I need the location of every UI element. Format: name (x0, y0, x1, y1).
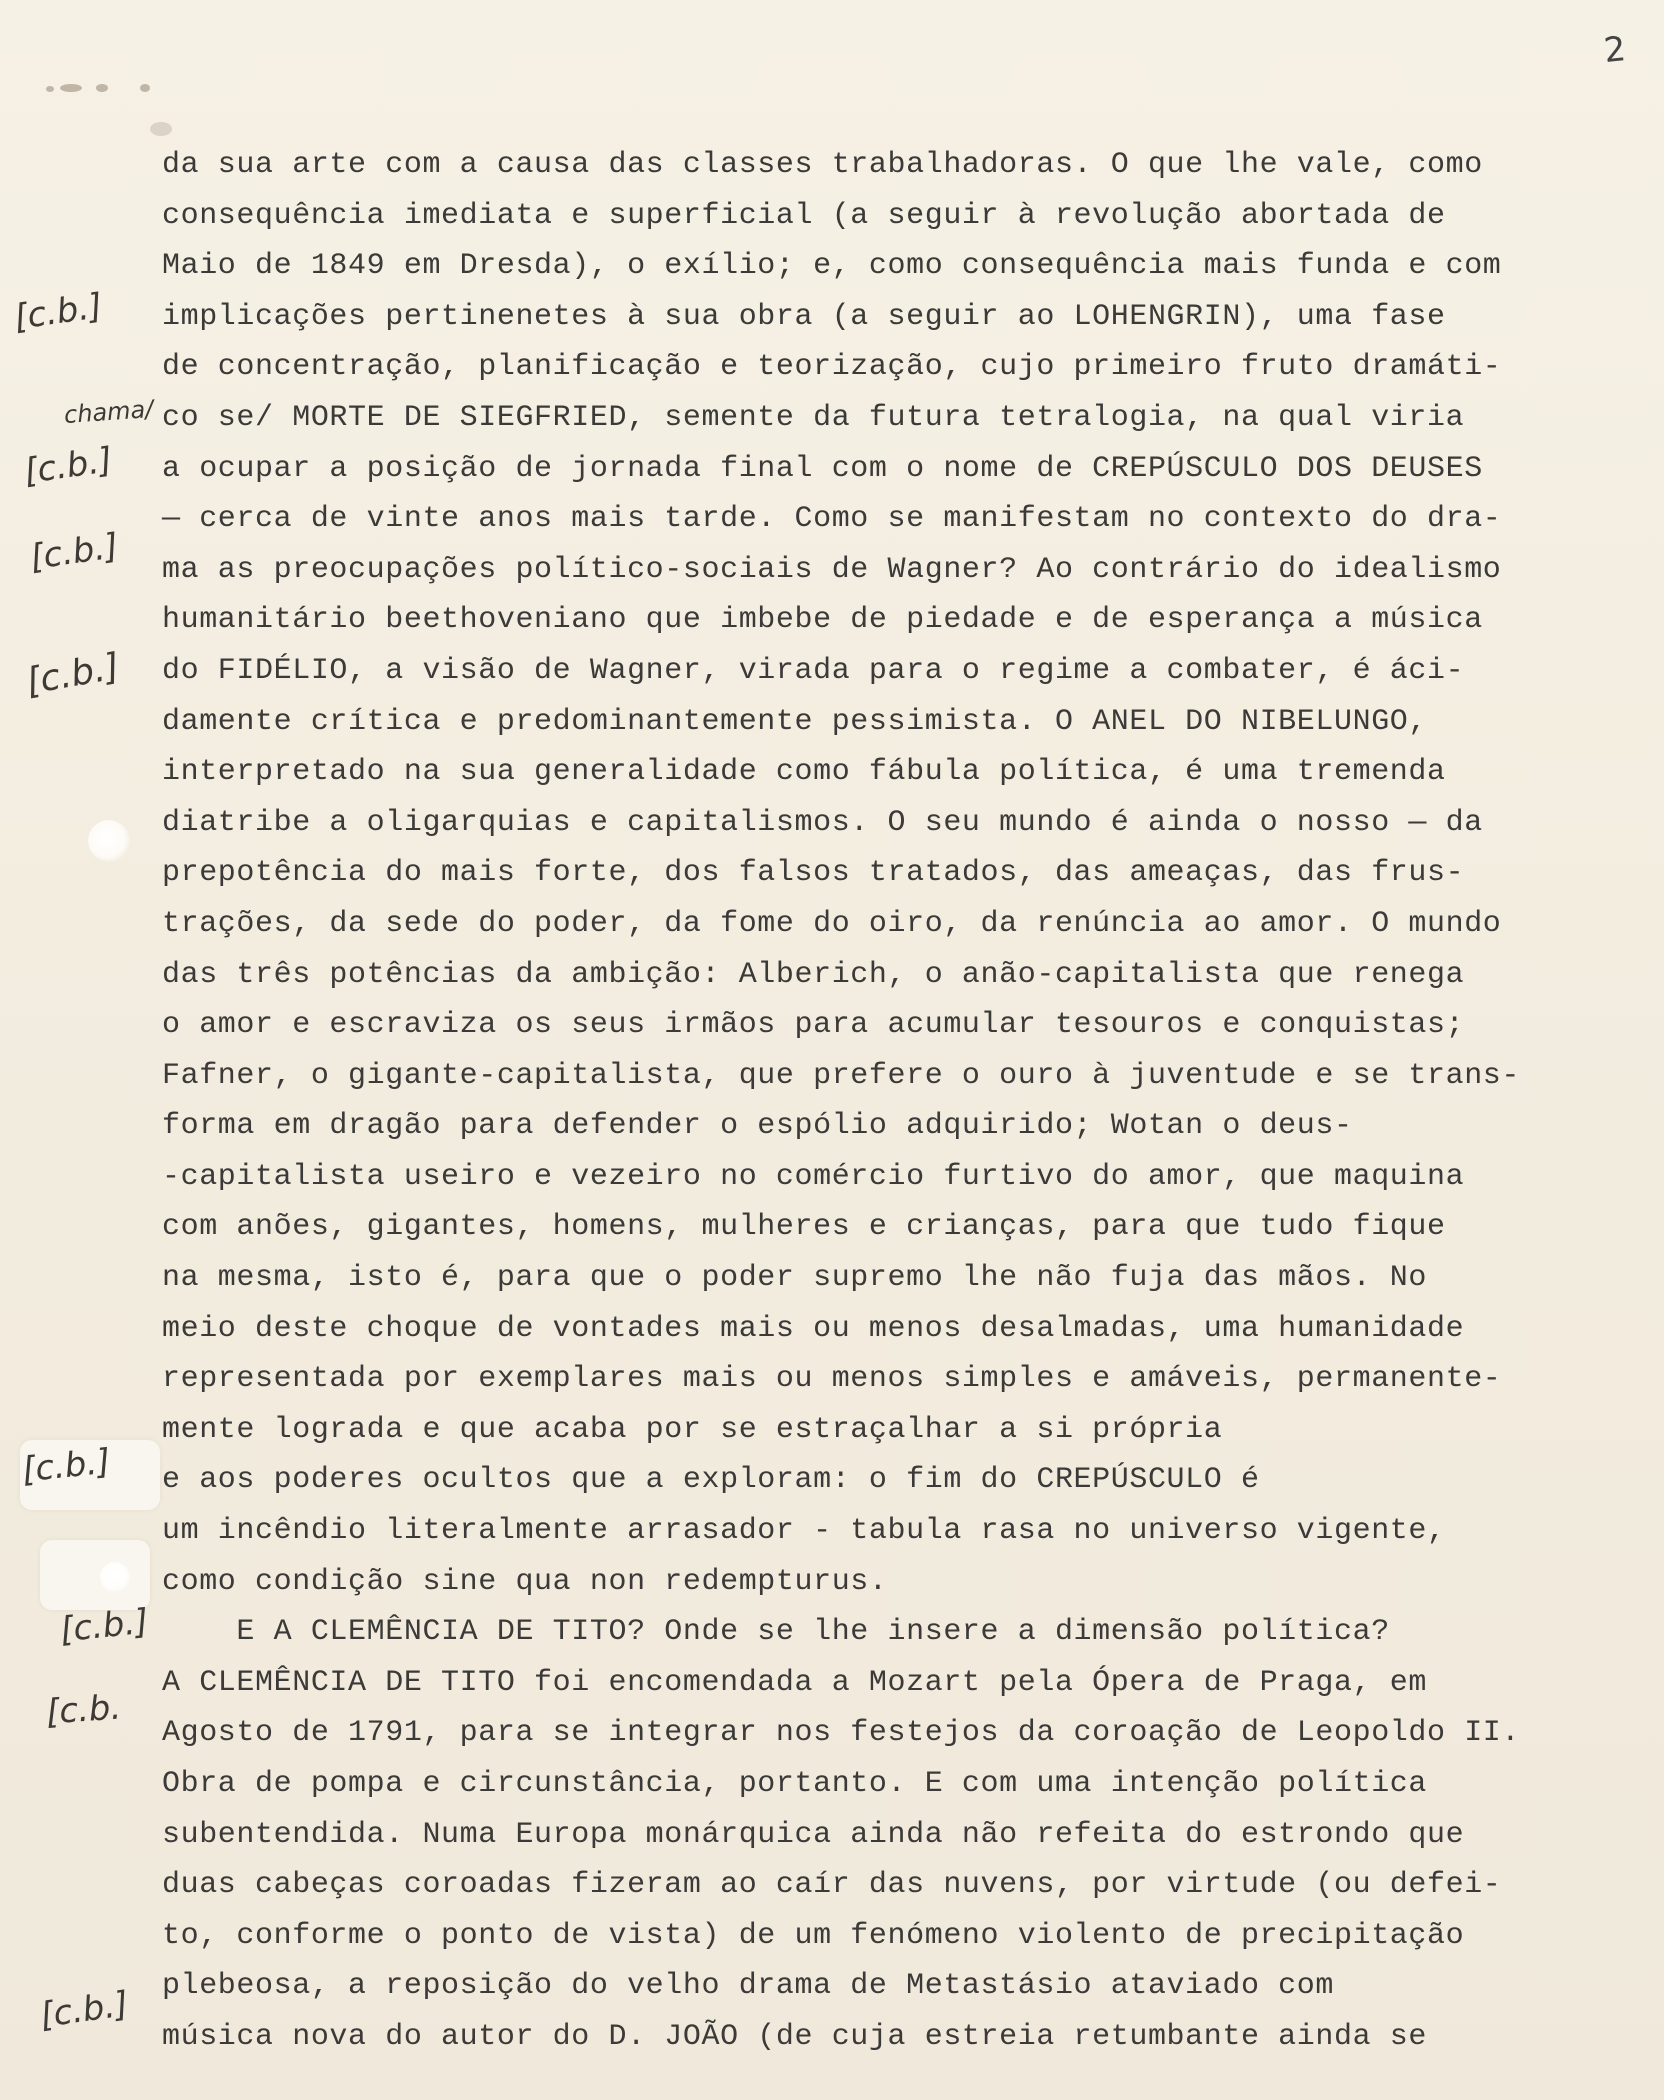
text-line: meio deste choque de vontades mais ou menos desalmadas, uma humanidade (162, 1311, 1465, 1346)
text-line: mente lograda e que acaba por se estraçalhar a si própria (162, 1412, 1223, 1447)
text-line: Maio de 1849 em Dresda), o exílio; e, como consequência mais funda e com (162, 249, 1502, 284)
text-line: subentendida. Numa Europa monárquica ainda não refeita do estrondo que (162, 1817, 1465, 1852)
margin-note: [c.b.] (58, 1601, 151, 1651)
ink-smudge (150, 122, 172, 136)
text-line: e aos poderes ocultos que a exploram: o fim do CREPÚSCULO é (162, 1463, 1260, 1498)
margin-note: [c.b.] (11, 286, 105, 338)
text-line: prepotência do mais forte, dos falsos tratados, das ameaças, das frus- (162, 856, 1465, 891)
ink-smudge (96, 84, 108, 92)
text-line: do FIDÉLIO, a visão de Wagner, virada para o regime a combater, é áci- (162, 653, 1465, 688)
margin-note: [c.b.] (27, 526, 121, 578)
text-line: E A CLEMÊNCIA DE TITO? Onde se lhe insere a dimensão política? (162, 1615, 1390, 1650)
text-line: interpretado na sua generalidade como fábula política, é uma tremenda (162, 755, 1446, 790)
text-line: de concentração, planificação e teorização, cujo primeiro fruto dramáti- (162, 350, 1502, 385)
text-line: co se/ MORTE DE SIEGFRIED, semente da futura tetralogia, na qual viria (162, 400, 1465, 435)
text-line: como condição sine qua non redempturus. (162, 1564, 888, 1599)
margin-note: [c.b. (44, 1687, 123, 1733)
text-line: plebeosa, a reposição do velho drama de Metastásio ataviado com (162, 1969, 1334, 2004)
text-line: -capitalista useiro e vezeiro no comércio furtivo do amor, que maquina (162, 1159, 1465, 1194)
text-line: um incêndio literalmente arrasador - tabula rasa no universo vigente, (162, 1514, 1446, 1549)
text-line: Fafner, o gigante-capitalista, que prefere o ouro à juventude e se trans- (162, 1058, 1521, 1093)
punch-hole (88, 820, 130, 862)
tape-piece (40, 1540, 150, 1610)
margin-note: [c.b.] (21, 440, 115, 492)
text-line: Agosto de 1791, para se integrar nos festejos da coroação de Leopoldo II. (162, 1716, 1521, 1751)
text-line: diatribe a oligarquias e capitalismos. O seu mundo é ainda o nosso — da (162, 805, 1483, 840)
text-line: forma em dragão para defender o espólio adquirido; Wotan o deus- (162, 1109, 1353, 1144)
margin-note: [c.b.] (20, 1441, 113, 1491)
text-line: to, conforme o ponto de vista) de um fenómeno violento de precipitação (162, 1918, 1465, 1953)
text-line: duas cabeças coroadas fizeram ao caír das nuvens, por virtude (ou defei- (162, 1868, 1502, 1903)
ink-smudge (140, 84, 150, 92)
text-line: na mesma, isto é, para que o poder supremo lhe não fuja das mãos. No (162, 1261, 1427, 1296)
text-line: com anões, gigantes, homens, mulheres e crianças, para que tudo fique (162, 1210, 1446, 1245)
text-line: consequência imediata e superficial (a seguir à revolução abortada de (162, 198, 1446, 233)
typed-body-text (162, 140, 1642, 2063)
text-line: — cerca de vinte anos mais tarde. Como se manifestam no contexto do dra- (162, 502, 1502, 537)
text-line: a ocupar a posição de jornada final com o nome de CREPÚSCULO DOS DEUSES (162, 451, 1483, 486)
text-line: implicações pertinenetes à sua obra (a seguir ao LOHENGRIN), uma fase (162, 299, 1446, 334)
text-line: representada por exemplares mais ou menos simples e amáveis, permanente- (162, 1362, 1502, 1397)
text-line: das três potências da ambição: Alberich, o anão-capitalista que renega (162, 957, 1465, 992)
text-line: A CLEMÊNCIA DE TITO foi encomendada a Mozart pela Ópera de Praga, em (162, 1665, 1427, 1700)
ink-smudge (60, 84, 82, 92)
text-line: humanitário beethoveniano que imbebe de piedade e de esperança a música (162, 603, 1483, 638)
text-line: o amor e escraviza os seus irmãos para acumular tesouros e conquistas; (162, 1008, 1465, 1043)
text-line: música nova do autor do D. JOÃO (de cuja estreia retumbante ainda se (162, 2019, 1427, 2054)
page-number: 2 (1602, 28, 1629, 72)
text-line: da sua arte com a causa das classes trabalhadoras. O que lhe vale, como (162, 148, 1483, 182)
text-line: Obra de pompa e circunstância, portanto. E com uma intenção política (162, 1767, 1427, 1801)
margin-note: [c.b.] (23, 646, 123, 703)
margin-note: [c.b.] (37, 1984, 131, 2036)
margin-note: chama/ (63, 394, 155, 430)
ink-smudge (46, 86, 54, 92)
text-line: trações, da sede do poder, da fome do oiro, da renúncia ao amor. O mundo (162, 906, 1502, 941)
text-line: damente crítica e predominantemente pessimista. O ANEL DO NIBELUNGO, (162, 704, 1427, 739)
text-line: ma as preocupações político-sociais de Wagner? Ao contrário do idealismo (162, 552, 1502, 587)
